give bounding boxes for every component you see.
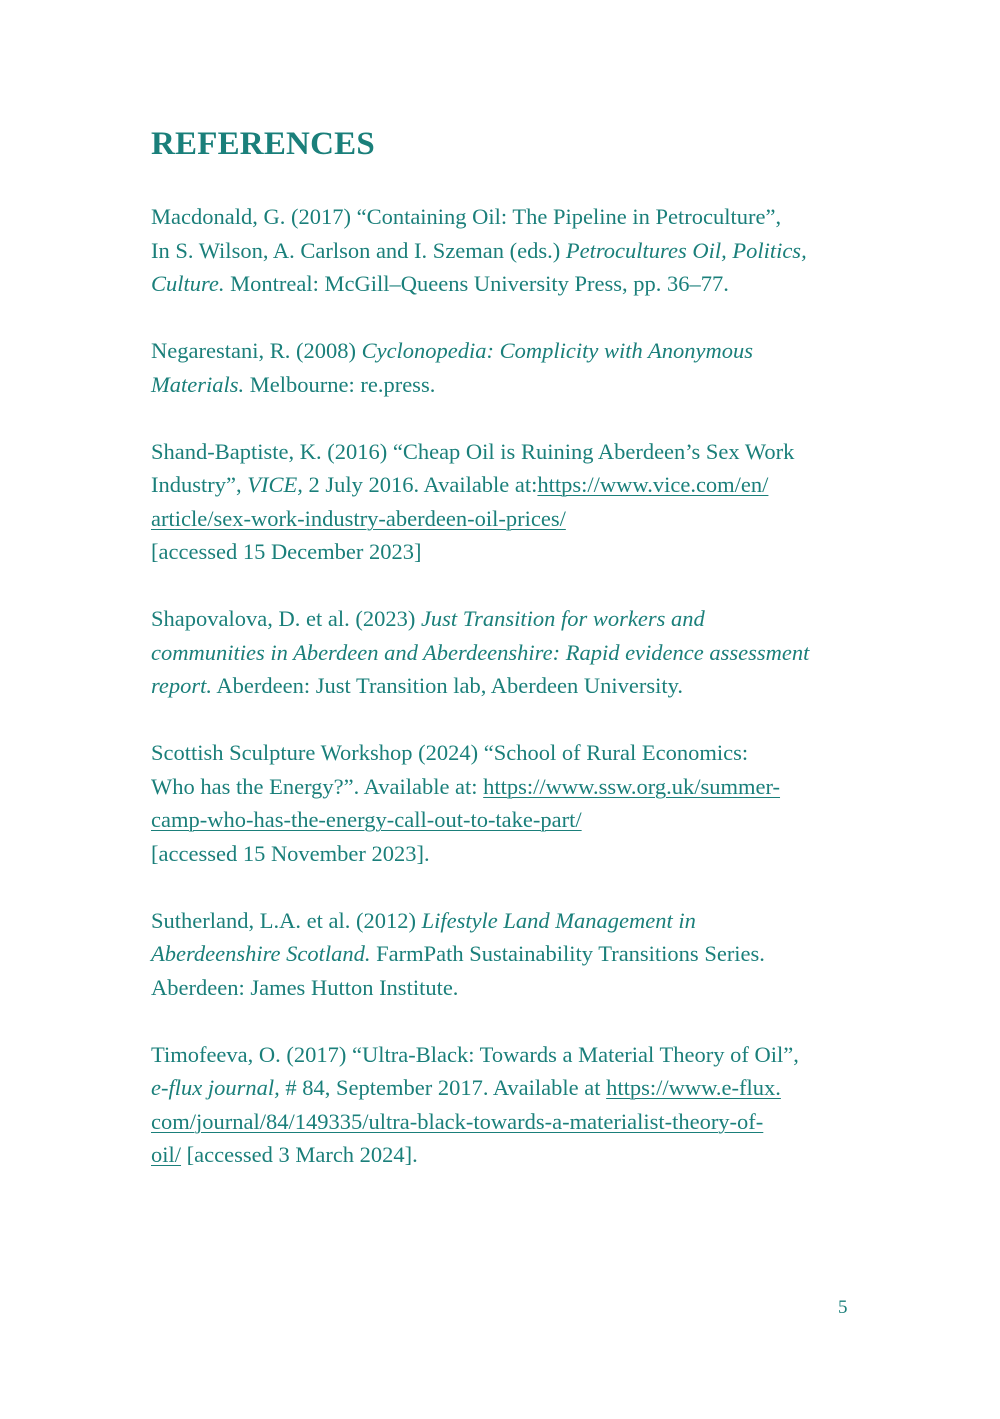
page-number: 5 xyxy=(838,1297,848,1318)
reference-line xyxy=(151,971,871,1005)
reference-line xyxy=(151,535,871,569)
reference-line xyxy=(151,468,871,502)
reference-item-shand-baptiste xyxy=(151,435,871,569)
reference-link-vice-continued[interactable]: article/sex-work-industry-aberdeen-oil-prices/ xyxy=(151,505,566,531)
reference-text: Melbourne: re.press. xyxy=(244,371,436,397)
reference-line xyxy=(151,200,871,234)
reference-title-italic: Materials. xyxy=(151,371,245,397)
reference-title-italic: report. xyxy=(151,673,213,698)
reference-link-eflux-end[interactable]: oil/ xyxy=(151,1142,182,1167)
reference-title-italic: e-flux journal, xyxy=(151,1075,280,1100)
reference-item-shapovalova xyxy=(151,602,871,703)
reference-line xyxy=(151,937,871,971)
reference-text: 2 July 2016. Available at: xyxy=(302,472,538,497)
reference-text: Who has the Energy?”. Available at: xyxy=(151,773,484,799)
reference-line xyxy=(151,368,871,402)
reference-line xyxy=(151,1071,871,1105)
reference-item-scottish-sculpture-workshop xyxy=(151,736,871,870)
reference-title-italic: communities in Aberdeen and Aberdeenshire: Rapid evidence assessment xyxy=(151,639,810,665)
reference-line xyxy=(151,669,871,703)
reference-text: Montreal: McGill–Queens University Press, pp. 36–77. xyxy=(224,271,729,296)
reference-text: # 84, September 2017. Available at xyxy=(279,1075,607,1100)
reference-title-italic: Culture. xyxy=(151,271,225,296)
reference-accessed-date: [accessed 15 December 2023] xyxy=(151,539,422,564)
reference-line xyxy=(151,1038,871,1072)
reference-line xyxy=(151,904,871,938)
reference-item-sutherland xyxy=(151,904,871,1005)
reference-title-italic: Just Transition for workers and xyxy=(420,606,705,631)
reference-link-eflux-continued[interactable]: com/journal/84/149335/ultra-black-towards-a-materialist-theory-of- xyxy=(151,1108,764,1134)
reference-text: Shapovalova, D. et al. (2023) xyxy=(151,606,421,631)
reference-text: Scottish Sculpture Workshop (2024) “School of Rural Economics: xyxy=(151,740,749,765)
reference-line xyxy=(151,736,871,770)
reference-text: Shand-Baptiste, K. (2016) “Cheap Oil is Ruining Aberdeen’s Sex Work xyxy=(151,438,795,464)
reference-item-timofeeva xyxy=(151,1038,871,1172)
reference-title-italic: Petrocultures Oil, Politics, xyxy=(565,237,807,263)
reference-accessed-date: [accessed 3 March 2024]. xyxy=(181,1142,418,1167)
reference-text: Timofeeva, O. (2017) “Ultra-Black: Towards a Material Theory of Oil”, xyxy=(151,1041,799,1067)
reference-line xyxy=(151,837,871,871)
reference-text: Macdonald, G. (2017) “Containing Oil: The Pipeline in Petroculture”, xyxy=(151,204,782,229)
reference-text: Aberdeen: James Hutton Institute. xyxy=(151,974,459,1000)
reference-line xyxy=(151,770,871,804)
reference-line xyxy=(151,1138,871,1172)
reference-line xyxy=(151,636,871,670)
reference-title-italic: Lifestyle Land Management in xyxy=(421,907,696,933)
reference-text: Industry”, xyxy=(151,472,248,497)
reference-text: Negarestani, R. (2008) xyxy=(151,338,362,363)
reference-item-negarestani xyxy=(151,334,871,401)
reference-text: FarmPath Sustainability Transitions Series. xyxy=(370,941,765,966)
reference-line xyxy=(151,502,871,536)
reference-link-eflux[interactable]: https://www.e-flux. xyxy=(606,1075,781,1100)
reference-line xyxy=(151,1105,871,1139)
reference-list xyxy=(151,200,871,1205)
reference-item-macdonald xyxy=(151,200,871,301)
reference-title-italic: VICE, xyxy=(247,472,303,497)
reference-title-italic: Aberdeenshire Scotland. xyxy=(151,941,371,966)
reference-line xyxy=(151,602,871,636)
reference-line xyxy=(151,234,871,268)
reference-line xyxy=(151,803,871,837)
reference-link-ssw-continued[interactable]: camp-who-has-the-energy-call-out-to-take-part/ xyxy=(151,807,582,832)
page-title: REFERENCES xyxy=(151,126,375,162)
reference-text: Aberdeen: Just Transition lab, Aberdeen University. xyxy=(212,673,684,698)
reference-accessed-date: [accessed 15 November 2023]. xyxy=(151,840,430,866)
reference-line xyxy=(151,435,871,469)
reference-line xyxy=(151,334,871,368)
reference-title-italic: Cyclonopedia: Complicity with Anonymous xyxy=(361,338,753,363)
reference-link-vice[interactable]: https://www.vice.com/en/ xyxy=(537,472,769,497)
reference-text: In S. Wilson, A. Carlson and I. Szeman (eds.) xyxy=(151,237,566,263)
reference-link-ssw[interactable]: https://www.ssw.org.uk/summer- xyxy=(483,773,781,799)
reference-line xyxy=(151,267,871,301)
reference-text: Sutherland, L.A. et al. (2012) xyxy=(151,907,422,933)
